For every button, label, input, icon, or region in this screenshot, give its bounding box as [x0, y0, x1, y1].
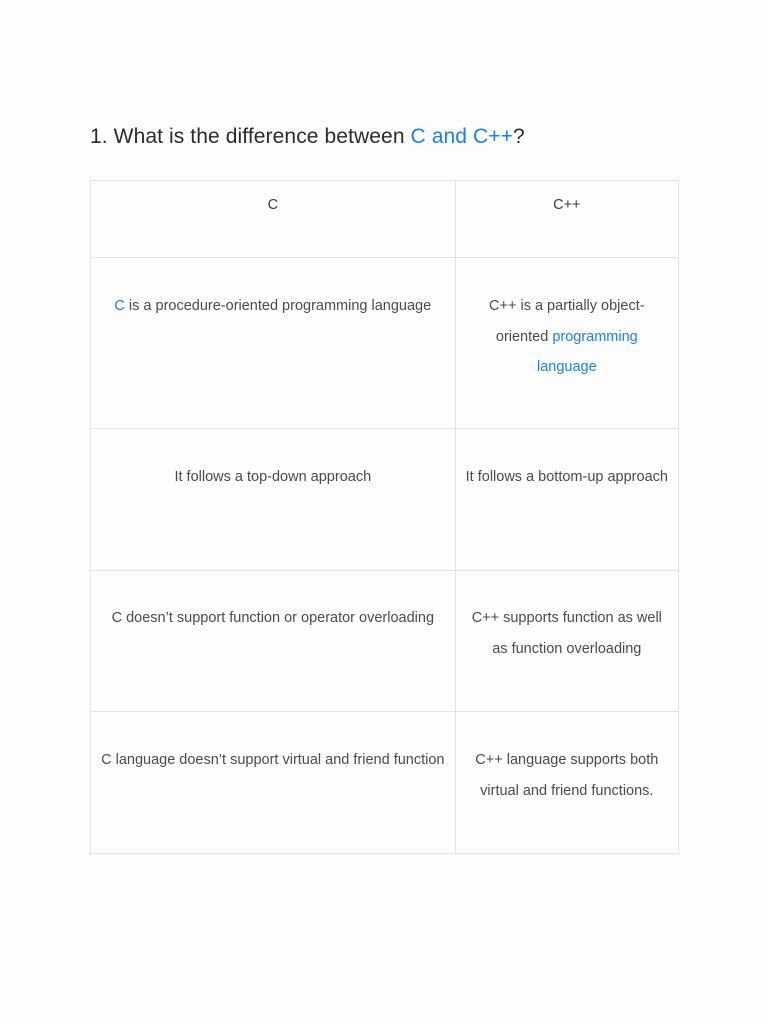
table-header-row [91, 181, 679, 258]
cell-text: C++ is a partially object-oriented [489, 298, 645, 345]
table-cell-c: It follows a top-down approach [91, 429, 456, 571]
c-link[interactable]: C [114, 298, 125, 314]
table-cell-cpp: It follows a bottom-up approach [455, 429, 678, 571]
table-row [91, 571, 679, 712]
question-heading [90, 120, 680, 154]
table-row [91, 258, 679, 429]
table-cell-c [91, 258, 456, 429]
question-prefix: What is the difference between [113, 125, 411, 148]
table-cell-c: C doesn’t support function or operator overloading [91, 571, 456, 712]
table-cell-c: C language doesn’t support virtual and friend function [91, 712, 456, 854]
table-cell-cpp: C++ supports function as well as function overloading [455, 571, 678, 712]
comparison-table [90, 180, 679, 854]
table-row [91, 429, 679, 571]
question-number: 1. [90, 125, 108, 148]
c-and-cpp-link[interactable]: C and C++ [410, 125, 514, 148]
table-row [91, 712, 679, 854]
header-cell-cpp: C++ [455, 181, 678, 258]
cell-text: is a procedure-oriented programming language [124, 298, 432, 314]
question-suffix: ? [513, 125, 525, 148]
programming-language-link[interactable]: programming language [536, 328, 638, 375]
article-content [90, 120, 680, 854]
header-cell-c: C [91, 181, 456, 258]
table-cell-cpp: C++ language supports both virtual and friend functions. [455, 712, 678, 854]
table-cell-cpp [455, 258, 678, 429]
